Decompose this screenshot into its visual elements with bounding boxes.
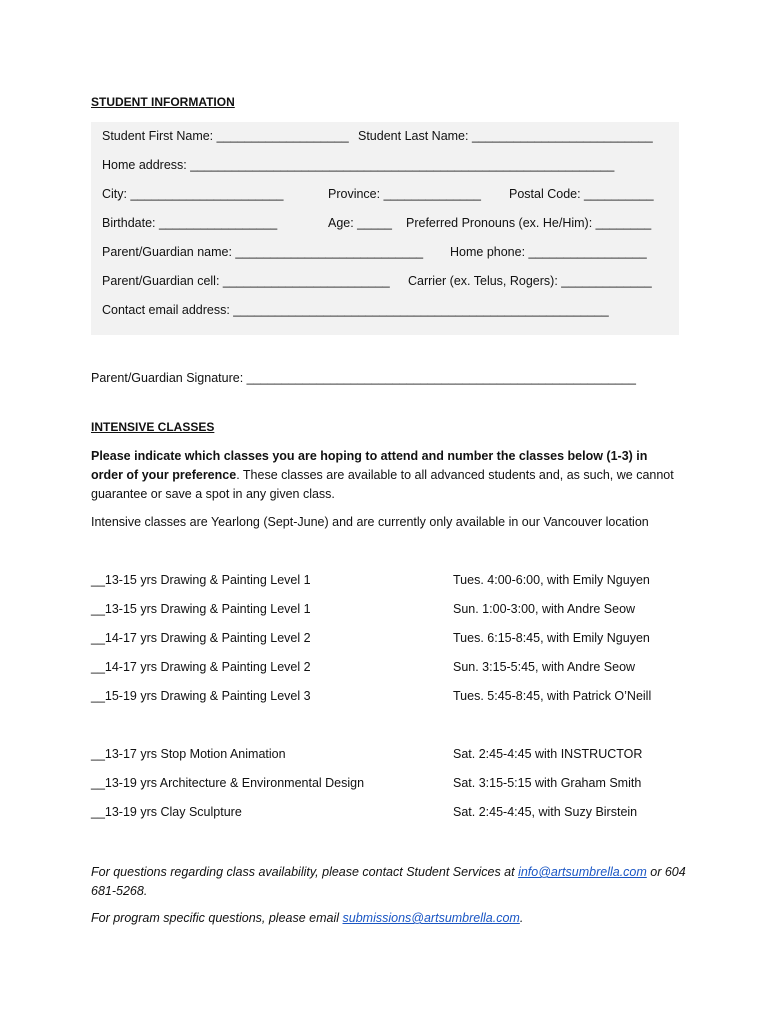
class-time: Tues. 5:45-8:45, with Patrick O’Neill [453, 689, 652, 703]
class-option[interactable]: __13-15 yrs Drawing & Painting Level 1 [91, 573, 311, 587]
guardian-signature-field[interactable]: Parent/Guardian Signature: ________________________________________________________ [91, 371, 636, 385]
class-time: Sun. 3:15-5:45, with Andre Seow [453, 660, 636, 674]
class-option[interactable]: __13-19 yrs Clay Sculpture [91, 805, 242, 819]
guardian-cell-field[interactable]: Parent/Guardian cell: ________________________ [102, 274, 390, 288]
class-option[interactable]: __14-17 yrs Drawing & Painting Level 2 [91, 631, 311, 645]
student-info-heading: STUDENT INFORMATION [91, 95, 235, 109]
class-option[interactable]: __13-15 yrs Drawing & Painting Level 1 [91, 602, 311, 616]
instructions-paragraph [91, 447, 681, 504]
class-option[interactable]: __13-17 yrs Stop Motion Animation [91, 747, 286, 761]
class-option[interactable]: __15-19 yrs Drawing & Painting Level 3 [91, 689, 311, 703]
class-option[interactable]: __13-19 yrs Architecture & Environmental Design [91, 776, 365, 790]
submissions-email-link[interactable]: submissions@artsumbrella.com [342, 911, 520, 925]
first-name-field[interactable]: Student First Name: ___________________ [102, 129, 349, 143]
class-time: Sun. 1:00-3:00, with Andre Seow [453, 602, 636, 616]
questions-prefix: For questions regarding class availability, please contact Student Services at [91, 865, 519, 879]
program-suffix: . [519, 911, 524, 925]
class-time: Sat. 2:45-4:45 with INSTRUCTOR [453, 747, 643, 761]
instructions-bold: Please indicate which classes you are hoping to attend and number the classes below (1-3) in order of your preference [91, 449, 648, 482]
instructions-rest: . These classes are available to all advanced students and, as such, we cannot guarantee or save a spot in any given class. [91, 468, 674, 501]
class-time: Tues. 6:15-8:45, with Emily Nguyen [453, 631, 650, 645]
info-email-link[interactable]: info@artsumbrella.com [518, 865, 647, 879]
class-time: Sat. 3:15-5:15 with Graham Smith [453, 776, 642, 790]
postal-code-field[interactable]: Postal Code: __________ [509, 187, 654, 201]
last-name-field[interactable]: Student Last Name: __________________________ [358, 129, 653, 143]
class-time: Sat. 2:45-4:45, with Suzy Birstein [453, 805, 638, 819]
class-option[interactable]: __14-17 yrs Drawing & Painting Level 2 [91, 660, 311, 674]
program-prefix: For program specific questions, please email [91, 911, 343, 925]
class-time: Tues. 4:00-6:00, with Emily Nguyen [453, 573, 650, 587]
age-field[interactable]: Age: _____ [328, 216, 392, 230]
questions-suffix: or 604 681-5268. [91, 865, 686, 898]
birthdate-field[interactable]: Birthdate: _________________ [102, 216, 278, 230]
city-field[interactable]: City: ______________________ [102, 187, 284, 201]
availability-contact-note [91, 863, 691, 901]
carrier-field[interactable]: Carrier (ex. Telus, Rogers): _____________ [408, 274, 652, 288]
home-phone-field[interactable]: Home phone: _________________ [450, 245, 647, 259]
program-contact-note [91, 911, 523, 925]
contact-email-field[interactable]: Contact email address: ______________________________________________________ [102, 303, 609, 317]
intensive-classes-heading: INTENSIVE CLASSES [91, 420, 215, 434]
home-address-field[interactable]: Home address: _____________________________________________________________ [102, 158, 615, 172]
pronouns-field[interactable]: Preferred Pronouns (ex. He/Him): ________ [406, 216, 652, 230]
location-note: Intensive classes are Yearlong (Sept-June) and are currently only available in our Vancouver location [91, 515, 649, 529]
guardian-name-field[interactable]: Parent/Guardian name: ___________________________ [102, 245, 424, 259]
province-field[interactable]: Province: ______________ [328, 187, 481, 201]
